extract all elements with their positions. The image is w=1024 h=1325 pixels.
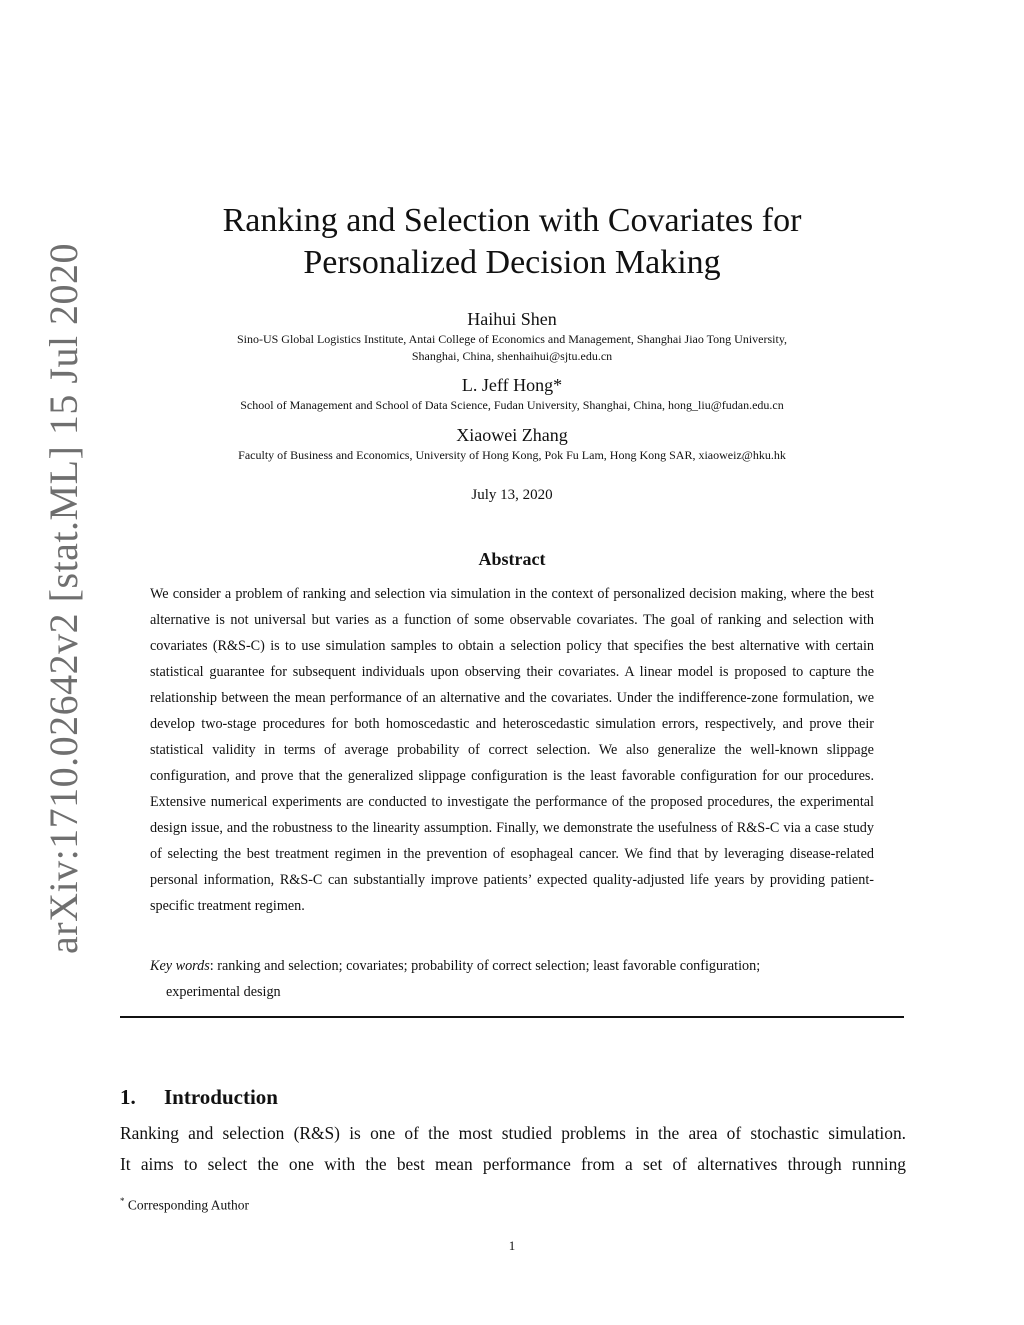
arxiv-identifier-stamp: arXiv:1710.02642v2 [stat.ML] 15 Jul 2020 — [41, 242, 86, 954]
title-line-1: Ranking and Selection with Covariates for — [222, 202, 802, 239]
introduction-paragraph — [120, 1118, 906, 1180]
footnote-marker: * — [120, 1196, 125, 1206]
paragraph-line: It aims to select the one with the best mean performance from a set of alternatives through running — [120, 1154, 906, 1174]
section-number: 1. — [120, 1085, 136, 1109]
horizontal-rule — [120, 1016, 904, 1018]
keywords-label: Key words — [150, 958, 210, 974]
keywords-line-1 — [150, 953, 874, 979]
footnote-text: Corresponding Author — [127, 1197, 249, 1213]
section-title: Introduction — [164, 1085, 278, 1109]
author-name: Haihui Shen — [467, 309, 557, 329]
author-affiliation-line: School of Management and School of Data Science, Fudan University, Shanghai, China, hong_liu@fudan.edu.cn — [240, 398, 784, 412]
keywords-separator: : — [209, 958, 218, 974]
author-name: L. Jeff Hong* — [461, 375, 563, 395]
keywords-list: ranking and selection; covariates; probability of correct selection; least favorable configuration; — [217, 958, 761, 974]
author-affiliation-line: Shanghai, China, shenhaihui@sjtu.edu.cn — [411, 349, 613, 363]
author-block-2 — [110, 374, 914, 414]
abstract-text: We consider a problem of ranking and selection via simulation in the context of personalized decision making, where the best alternative is not universal but varies as a function of some observable covariates. The goal of ranking and selection with covariates (R&S-C) is to use simulation samples to obtain a selection policy that specifies the best alternative with certain statistical guarantee for subsequent individuals upon observing their covariates. A linear model is proposed to capture the relationship between the mean performance of an alternative and the covariates. Under the indifference-zone formulation, we develop two-stage procedures for both homoscedastic and heteroscedastic simulation errors, respectively, and prove their statistical validity in terms of average probability of correct selection. We also generalize the well-known slippage configuration, and prove that the generalized slippage configuration is the least favorable configuration for our procedures. Extensive numerical experiments are conducted to investigate the performance of the proposed procedures, the experimental design issue, and the robustness to the linearity assumption. Finally, we demonstrate the usefulness of R&S-C via a case study of selecting the best treatment regimen in the prevention of esophageal cancer. We find that by leveraging disease-related personal information, R&S-C can substantially improve patients’ expected quality-adjusted life years by providing patient-specific treatment regimen. — [150, 586, 874, 914]
section-heading-introduction — [120, 1085, 278, 1110]
paragraph-line: Ranking and selection (R&S) is one of the most studied problems in the area of stochastic simulation. — [120, 1123, 906, 1143]
paper-title — [120, 200, 904, 284]
footnote — [120, 1196, 249, 1214]
author-block-3 — [110, 424, 914, 464]
keywords — [150, 953, 874, 1005]
title-line-2: Personalized Decision Making — [303, 244, 721, 281]
page-number: 1 — [508, 1238, 516, 1253]
author-affiliation-line: Faculty of Business and Economics, University of Hong Kong, Pok Fu Lam, Hong Kong SAR, xiaoweiz@hku.hk — [238, 448, 786, 462]
keywords-line-2: experimental design — [166, 984, 281, 1000]
author-name: Xiaowei Zhang — [456, 425, 568, 445]
author-affiliation-line: Sino-US Global Logistics Institute, Antai College of Economics and Management, Shanghai Jiao Tong University, — [236, 332, 788, 346]
paper-date: July 13, 2020 — [471, 487, 553, 503]
author-block-1 — [110, 308, 914, 365]
abstract-heading: Abstract — [478, 549, 546, 569]
